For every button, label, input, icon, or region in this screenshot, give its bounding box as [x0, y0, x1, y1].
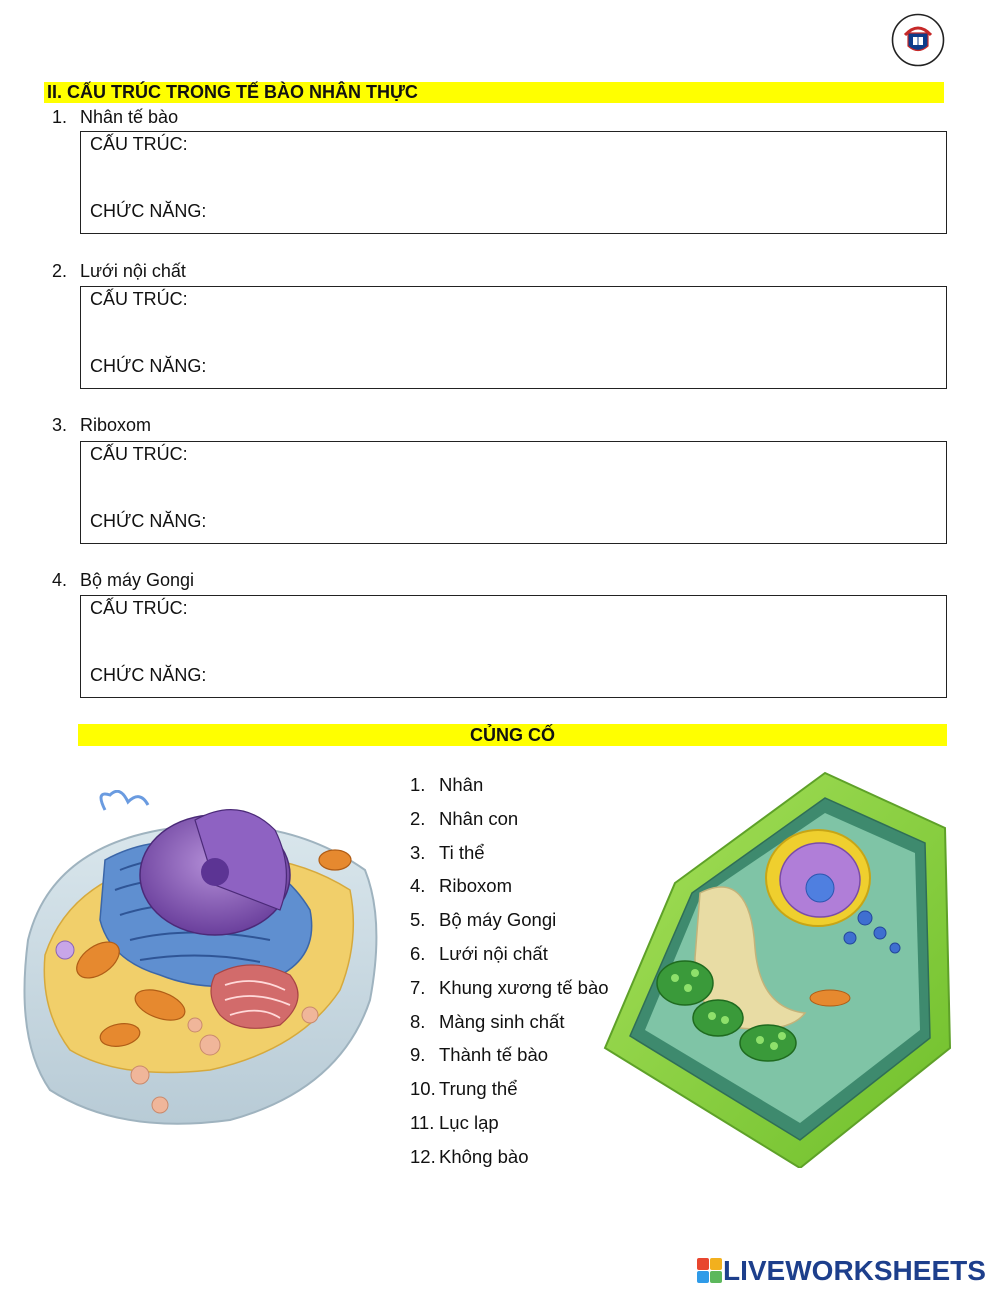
list-number: 1.	[410, 774, 426, 795]
function-label: CHỨC NĂNG:	[90, 201, 207, 221]
list-item	[410, 836, 609, 870]
item-label: Bộ máy Gongi	[80, 570, 195, 590]
list-item	[410, 1106, 609, 1140]
list-label: Nhân	[439, 774, 484, 795]
list-item	[410, 1038, 609, 1072]
review-title: CỦNG CỐ	[78, 724, 947, 746]
school-logo	[891, 13, 945, 67]
item-number: 3.	[52, 415, 68, 435]
item-title-ribosome	[52, 414, 151, 436]
list-item	[410, 1072, 609, 1106]
list-label: Màng sinh chất	[439, 1010, 565, 1032]
item-label: Riboxom	[80, 415, 152, 435]
structure-label: CẤU TRÚC:	[90, 598, 188, 618]
list-item	[410, 1140, 609, 1174]
liveworksheets-badge-icon	[697, 1258, 723, 1284]
list-label: Riboxom	[439, 875, 512, 897]
list-item	[410, 802, 609, 836]
answer-box-er[interactable]	[80, 286, 947, 389]
item-number: 2.	[52, 261, 68, 281]
item-number: 1.	[52, 107, 68, 127]
item-title-er	[52, 260, 186, 282]
structure-label: CẤU TRÚC:	[90, 444, 188, 464]
list-number: 5.	[410, 909, 426, 931]
list-number: 4.	[410, 875, 426, 897]
list-item	[410, 1005, 609, 1039]
list-label: Lưới nội chất	[439, 942, 548, 964]
list-number: 8.	[410, 1010, 426, 1032]
function-label: CHỨC NĂNG:	[90, 511, 207, 531]
item-label: Lưới nội chất	[80, 261, 186, 281]
item-label: Nhân tế bào	[80, 107, 179, 127]
section-title: II. CẤU TRÚC TRONG TẾ BÀO NHÂN THỰC	[44, 82, 944, 103]
list-label: Ti thể	[439, 841, 485, 863]
list-label: Trung thể	[439, 1078, 518, 1100]
list-label: Nhân con	[439, 807, 519, 829]
list-number: 10.	[410, 1078, 436, 1100]
list-label: Thành tế bào	[439, 1044, 549, 1066]
answer-box-nucleus[interactable]	[80, 131, 947, 234]
list-item	[410, 937, 609, 971]
list-item	[410, 903, 609, 937]
liveworksheets-brand-text: LIVEWORKSHEETS	[723, 1255, 986, 1286]
list-number: 6.	[410, 942, 426, 964]
list-item	[410, 768, 609, 802]
list-number: 7.	[410, 976, 426, 998]
plant-cell-image	[600, 768, 952, 1168]
list-item	[410, 971, 609, 1005]
list-label: Không bào	[439, 1145, 529, 1167]
animal-cell-image	[10, 790, 382, 1130]
answer-box-golgi[interactable]	[80, 595, 947, 698]
function-label: CHỨC NĂNG:	[90, 665, 207, 685]
list-number: 9.	[410, 1044, 426, 1066]
list-item	[410, 869, 609, 903]
item-number: 4.	[52, 570, 68, 590]
list-number: 11.	[410, 1111, 435, 1133]
item-title-golgi	[52, 569, 194, 591]
list-number: 2.	[410, 807, 426, 829]
list-label: Lục lạp	[439, 1111, 499, 1133]
list-number: 3.	[410, 841, 426, 863]
structure-label: CẤU TRÚC:	[90, 134, 188, 154]
list-number: 12.	[410, 1145, 436, 1167]
item-title-nucleus	[52, 106, 178, 128]
list-label: Bộ máy Gongi	[439, 909, 557, 931]
organelle-list	[410, 768, 609, 1174]
function-label: CHỨC NĂNG:	[90, 356, 207, 376]
list-label: Khung xương tế bào	[439, 976, 609, 998]
answer-box-ribosome[interactable]	[80, 441, 947, 544]
structure-label: CẤU TRÚC:	[90, 289, 188, 309]
